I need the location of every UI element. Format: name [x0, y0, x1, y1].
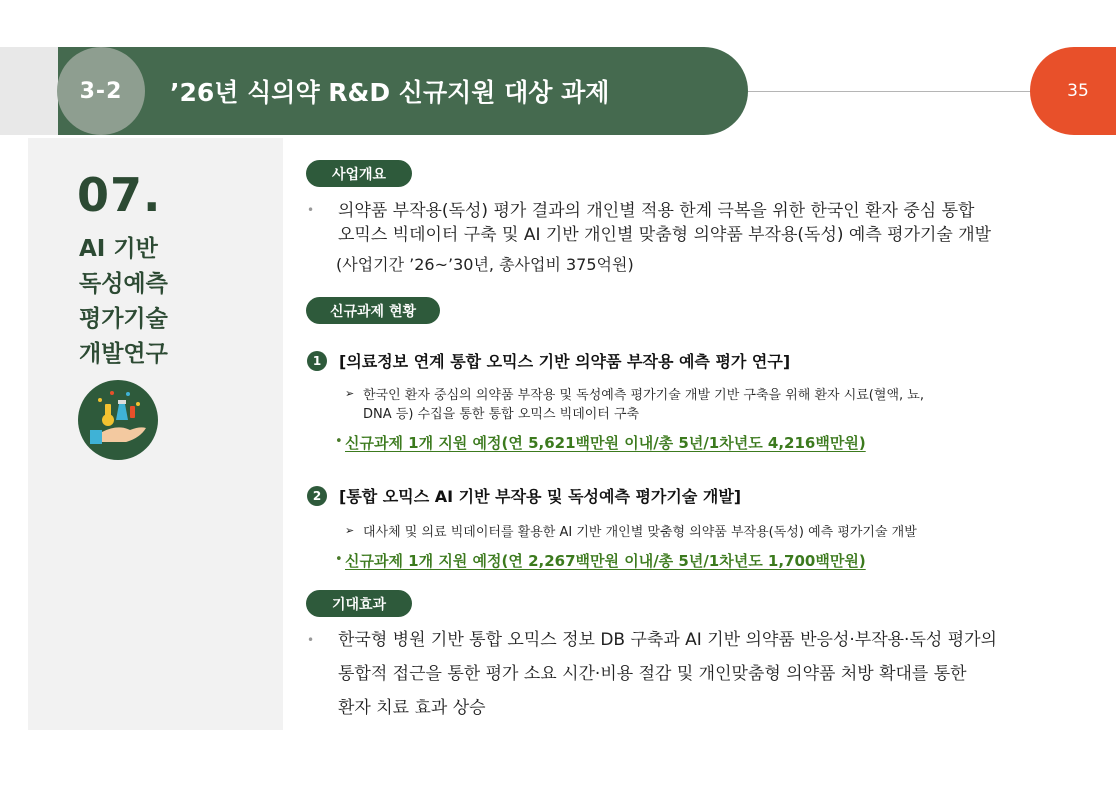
project-number: 07. — [77, 168, 162, 222]
status-label: 신규과제 현황 — [306, 297, 440, 324]
item-description: 한국인 환자 중심의 의약품 부작용 및 독성예측 평가기술 개발 기반 구축을 위해 환자 시료(혈액, 뇨, — [363, 388, 924, 403]
bullet-dot: • — [307, 633, 315, 647]
item-number-badge: 1 — [307, 351, 327, 371]
item-title: [통합 오믹스 AI 기반 부작용 및 독성예측 평가기술 개발] — [339, 487, 742, 506]
section-number-badge: 3-2 — [57, 47, 145, 135]
project-title-line: AI 기반 — [79, 236, 158, 262]
bullet-dot: • — [307, 203, 315, 217]
bullet-dot: • — [335, 434, 343, 449]
item-funding: 신규과제 1개 지원 예정(연 2,267백만원 이내/총 5년/1차년도 1,700백만원) — [345, 552, 866, 570]
project-title-line: 독성예측 — [79, 271, 168, 297]
overview-label: 사업개요 — [306, 160, 412, 187]
effect-label: 기대효과 — [306, 590, 412, 617]
overview-period: (사업기간 ’26~’30년, 총사업비 375억원) — [336, 255, 634, 274]
bullet-dot: • — [335, 552, 343, 567]
overview-line: 오믹스 빅데이터 구축 및 AI 기반 개인별 맞춤형 의약품 부작용(독성) 예측 평가기술 개발 — [338, 225, 992, 245]
overview-line: 의약품 부작용(독성) 평가 결과의 개인별 적용 한계 극복을 위한 한국인 환자 중심 통합 — [338, 201, 975, 221]
arrow-bullet-icon: ➢ — [345, 387, 355, 400]
item-funding: 신규과제 1개 지원 예정(연 5,621백만원 이내/총 5년/1차년도 4,216백만원) — [345, 434, 866, 452]
item-description: 대사체 및 의료 빅데이터를 활용한 AI 기반 개인별 맞춤형 의약품 부작용(독성) 예측 평가기술 개발 — [363, 525, 917, 540]
page-title: ’26년 식의약 R&D 신규지원 대상 과제 — [170, 78, 610, 107]
header-divider — [748, 91, 1048, 92]
item-title: [의료정보 연계 통합 오믹스 기반 의약품 부작용 예측 평가 연구] — [339, 352, 791, 371]
project-title-line: 평가기술 — [79, 306, 168, 332]
effect-line: 한국형 병원 기반 통합 오믹스 정보 DB 구축과 AI 기반 의약품 반응성·부작용·독성 평가의 — [338, 630, 997, 650]
effect-line: 통합적 접근을 통한 평가 소요 시간·비용 절감 및 개인맞춤형 의약품 처방 확대를 통한 — [338, 664, 967, 684]
item-description: DNA 등) 수집을 통한 통합 오믹스 빅데이터 구축 — [363, 407, 640, 422]
lab-flask-hand-icon — [78, 380, 158, 460]
page-number-badge: 35 — [1030, 47, 1116, 135]
arrow-bullet-icon: ➢ — [345, 524, 355, 537]
project-title-line: 개발연구 — [79, 341, 168, 367]
project-title — [79, 232, 269, 372]
item-number-badge: 2 — [307, 486, 327, 506]
effect-line: 환자 치료 효과 상승 — [338, 698, 486, 718]
